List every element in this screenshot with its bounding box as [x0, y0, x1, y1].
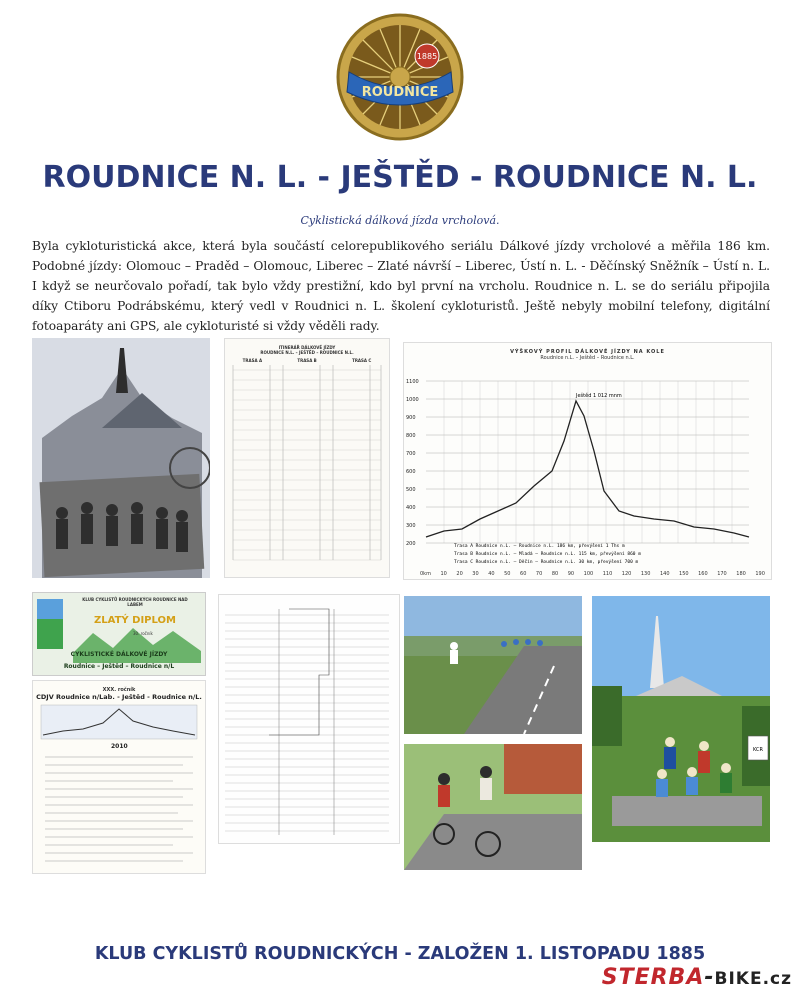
- svg-text:1100: 1100: [406, 379, 419, 385]
- route-table-document: [218, 594, 400, 844]
- svg-text:Trasa C Roudnice n.L. – Děčín: Trasa C Roudnice n.L. – Děčín – Roudnice n.L. 30 km, převýšení 700 m: [454, 560, 639, 565]
- site-watermark: STERBA-BIKE.cz: [601, 965, 792, 990]
- svg-text:Trasa A Roudnice n.L. – Roudn: Trasa A Roudnice n.L. – Roudnice n.L. 186 km, převýšení 1 Ths m: [454, 544, 625, 549]
- event-leaflet-document: XXX. ročník CDJV Roudnice n/Lab. - Ještěd - Roudnice n/L. 2010: [32, 680, 206, 874]
- diploma-award: ZLATÝ DIPLOM: [94, 615, 176, 626]
- club-logo: [335, 12, 465, 142]
- svg-text:200: 200: [406, 541, 416, 547]
- gold-diploma-card: KLUB CYKLISTŮ ROUDNICKÝCH ROUDNICE NAD LABEM ZLATÝ DIPLOM 30. ročník CYKLISTICKÉ DÁLKOVÉ JÍZDY Roudnice – Ještěd – Roudnice n/L: [32, 592, 206, 676]
- svg-text:300: 300: [406, 523, 416, 529]
- svg-text:700: 700: [406, 451, 416, 457]
- page-title: ROUDNICE N. L. - JEŠTĚD - ROUDNICE N. L.: [42, 160, 758, 195]
- cyclists-village-photo: [404, 744, 582, 870]
- svg-text:600: 600: [406, 469, 416, 475]
- itinerary-document: ITINERÁŘ DÁLKOVÉ JÍZDY ROUDNICE N.L. – JEŠTĚD – ROUDNICE N.L. TRASA A TRASA B TRASA C: [224, 338, 390, 578]
- svg-text:500: 500: [406, 487, 416, 493]
- svg-text:400: 400: [406, 505, 416, 511]
- cyclists-road-photo: [404, 596, 582, 734]
- elevation-profile-document: VÝŠKOVÝ PROFIL DÁLKOVÉ JÍZDY NA KOLE Roudnice n.L. – Ještěd – Roudnice n.L. Ještěd 1 012 mnm Trasa A Roudnice n.L. – Roudnice n.L. 186 km, převýšení 1 Ths m Trasa B Roudnice n.L. – Mladá – Roudnice n.L. 115 km, převýšení 860 m Trasa C Roudnice n.L. – Děčín – Roudnice n.L. 30 km, převýšení 700 m 1100 1000 900 800 700 600 500 400 300 200 0km 10 20 30 40 50 60 70 80 90 100 110 120 130 140 150 160 170 180 190: [403, 342, 772, 580]
- jested-collage-photo: [32, 338, 210, 578]
- svg-text:900: 900: [406, 415, 416, 421]
- group-at-jested-photo: [592, 596, 770, 842]
- svg-text:1000: 1000: [406, 397, 419, 403]
- team-sign: KCR: [753, 747, 763, 753]
- club-footer: KLUB CYKLISTŮ ROUDNICKÝCH - ZALOŽEN 1. LISTOPADU 1885: [94, 944, 706, 964]
- svg-text:800: 800: [406, 433, 416, 439]
- svg-text:1885: 1885: [416, 52, 438, 61]
- page-subtitle: Cyklistická dálková jízda vrcholová.: [300, 214, 500, 227]
- logo-badge-text: ROUDNICE: [361, 85, 439, 100]
- svg-text:Trasa B Roudnice n.L. – Mladá: Trasa B Roudnice n.L. – Mladá – Roudnice n.L. 115 km, převýšení 860 m: [454, 552, 641, 557]
- profile-peak-label: Ještěd 1 012 mnm: [576, 393, 622, 399]
- intro-paragraph: Byla cykloturistická akce, která byla součástí celorepublikového seriálu Dálkové jízdy vrcholové a měřila 186 km. Podobné jízdy: Olomouc – Praděd – Olomouc, Liberec – Zlaté návrší – Liberec, Ústí n. L. - Děčínský Sněžník – Ústí n. L. I když se neurčovalo pořadí, tak bylo vždy prestižní, kdo byl první na vrcholu. Roudnice n. L. se do seriálu připojila díky Ctiboru Podrábskému, který vedl v Roudnici n. L. školení cykloturistů. Ještě nebyly mobilní telefony, digitální fotoaparáty ani GPS, ale cykloturisté si vždy věděli rady.: [32, 239, 770, 333]
